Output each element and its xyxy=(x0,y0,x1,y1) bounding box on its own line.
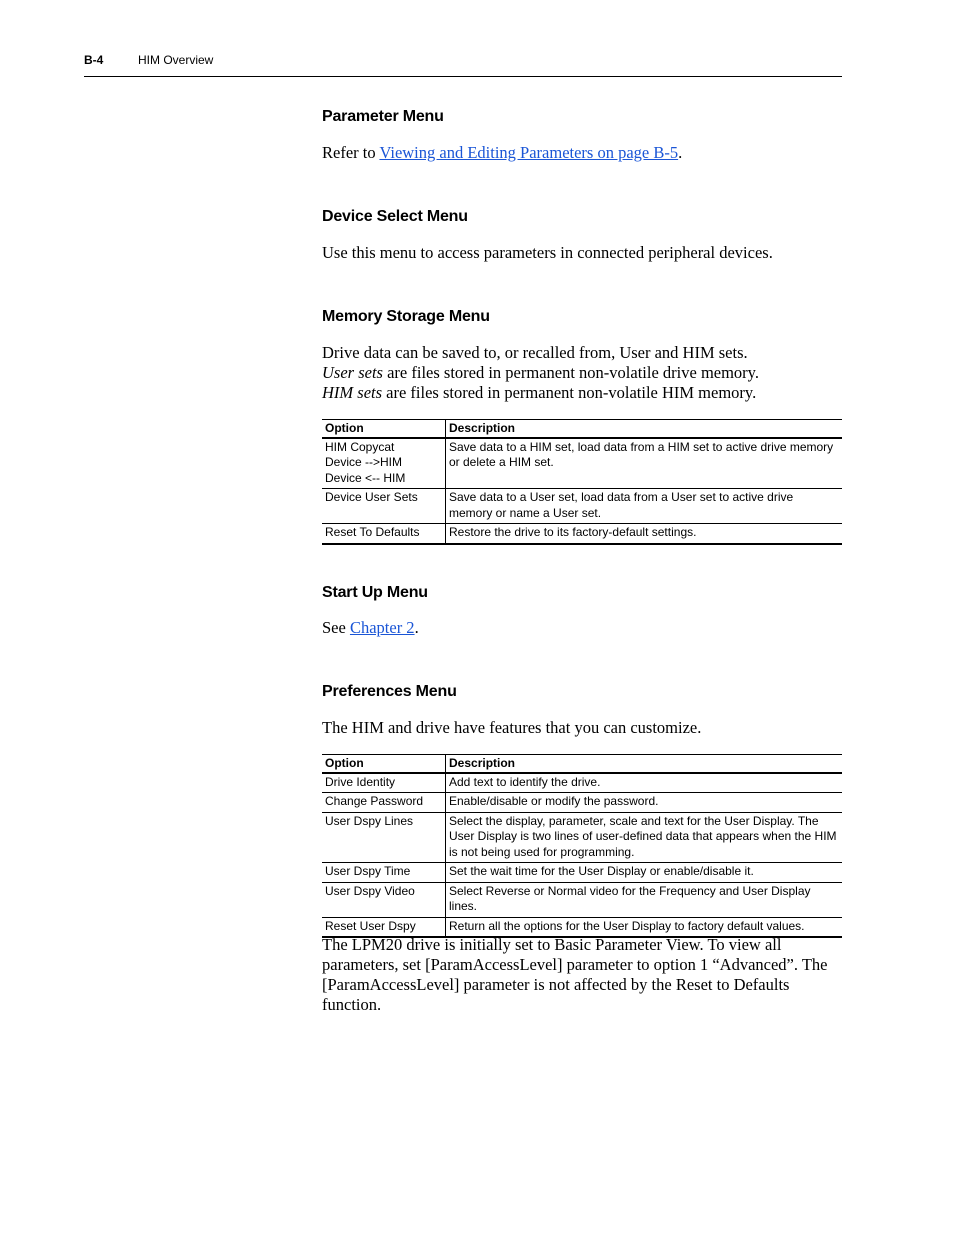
description-cell: Select Reverse or Normal video for the Frequency and User Display lines. xyxy=(446,882,843,917)
page-header xyxy=(84,52,842,77)
description-cell: Set the wait time for the User Display or enable/disable it. xyxy=(446,863,843,883)
user-sets-term: User sets xyxy=(322,363,383,382)
chapter-2-link[interactable]: Chapter 2 xyxy=(349,618,415,637)
preferences-menu-text: The HIM and drive have features that you can customize. xyxy=(322,718,702,737)
option-cell: Change Password xyxy=(322,793,446,813)
option-line: Device -->HIM xyxy=(325,455,403,469)
param-access-level-paragraph: The LPM20 drive is initially set to Basic Parameter View. To view all parameters, set [ParamAccessLevel] parameter to option 1 “Advanced”. The [ParamAccessLevel] parameter is not affected by the Reset to Defaults function. xyxy=(322,935,828,1014)
table-row xyxy=(322,773,842,793)
memory-storage-menu-heading: Memory Storage Menu xyxy=(322,308,490,325)
start-up-text-suffix: . xyxy=(414,618,419,637)
description-cell: Return all the options for the User Display to factory default values. xyxy=(446,917,843,937)
option-cell: User Dspy Video xyxy=(322,882,446,917)
viewing-editing-parameters-link[interactable]: Viewing and Editing Parameters on page B-5 xyxy=(379,143,679,162)
description-cell: Save data to a User set, load data from a User set to active drive memory or name a User set. xyxy=(446,489,843,524)
user-sets-desc: are files stored in permanent non-volatile drive memory. xyxy=(382,363,759,382)
table-header-row xyxy=(322,420,842,438)
table-row xyxy=(322,882,842,917)
option-cell xyxy=(322,438,446,489)
description-column-header: Description xyxy=(446,420,843,438)
table-row xyxy=(322,863,842,883)
option-line: HIM Copycat xyxy=(325,439,395,454)
start-up-menu-text xyxy=(322,618,842,638)
option-cell: User Dspy Lines xyxy=(322,812,446,863)
device-select-menu-text: Use this menu to access parameters in connected peripheral devices. xyxy=(322,243,773,262)
table-row xyxy=(322,812,842,863)
option-cell: Device User Sets xyxy=(322,489,446,524)
table-header-row xyxy=(322,755,842,773)
preferences-menu-heading: Preferences Menu xyxy=(322,683,457,700)
table-row xyxy=(322,793,842,813)
running-title: HIM Overview xyxy=(138,53,214,67)
parameter-menu-heading: Parameter Menu xyxy=(322,108,444,125)
description-cell: Save data to a HIM set, load data from a HIM set to active drive memory or delete a HIM set. xyxy=(446,438,843,489)
memory-storage-line-1: Drive data can be saved to, or recalled from, User and HIM sets. xyxy=(322,343,748,362)
parameter-menu-text xyxy=(322,143,842,163)
description-cell: Restore the drive to its factory-default settings. xyxy=(446,524,843,544)
description-cell: Select the display, parameter, scale and text for the User Display. The User Display is two lines of user-defined data that appears when the HIM is not being used for programming. xyxy=(446,812,843,863)
start-up-menu-heading: Start Up Menu xyxy=(322,584,428,601)
option-cell: User Dspy Time xyxy=(322,863,446,883)
memory-storage-menu-text xyxy=(322,343,842,403)
table-row xyxy=(322,917,842,937)
description-cell: Enable/disable or modify the password. xyxy=(446,793,843,813)
table-row xyxy=(322,489,842,524)
parameter-menu-text-suffix: . xyxy=(678,143,683,162)
start-up-text-prefix: See xyxy=(322,618,350,637)
description-cell: Add text to identify the drive. xyxy=(446,773,843,793)
option-column-header: Option xyxy=(322,420,446,438)
memory-storage-line-3 xyxy=(322,383,842,403)
option-cell: Reset To Defaults xyxy=(322,524,446,544)
option-column-header: Option xyxy=(322,755,446,773)
table-row xyxy=(322,524,842,544)
option-cell: Reset User Dspy xyxy=(322,917,446,937)
memory-storage-line-2 xyxy=(322,363,842,383)
parameter-menu-text-prefix: Refer to xyxy=(322,143,380,162)
him-sets-desc: are files stored in permanent non-volatile HIM memory. xyxy=(382,383,757,402)
memory-storage-options-table xyxy=(322,419,842,545)
table-row xyxy=(322,438,842,489)
description-column-header: Description xyxy=(446,755,843,773)
option-line: Device <-- HIM xyxy=(325,470,406,485)
page-number: B-4 xyxy=(84,53,104,67)
option-cell: Drive Identity xyxy=(322,773,446,793)
him-sets-term: HIM sets xyxy=(322,383,383,402)
preferences-options-table xyxy=(322,754,842,938)
device-select-menu-heading: Device Select Menu xyxy=(322,208,468,225)
